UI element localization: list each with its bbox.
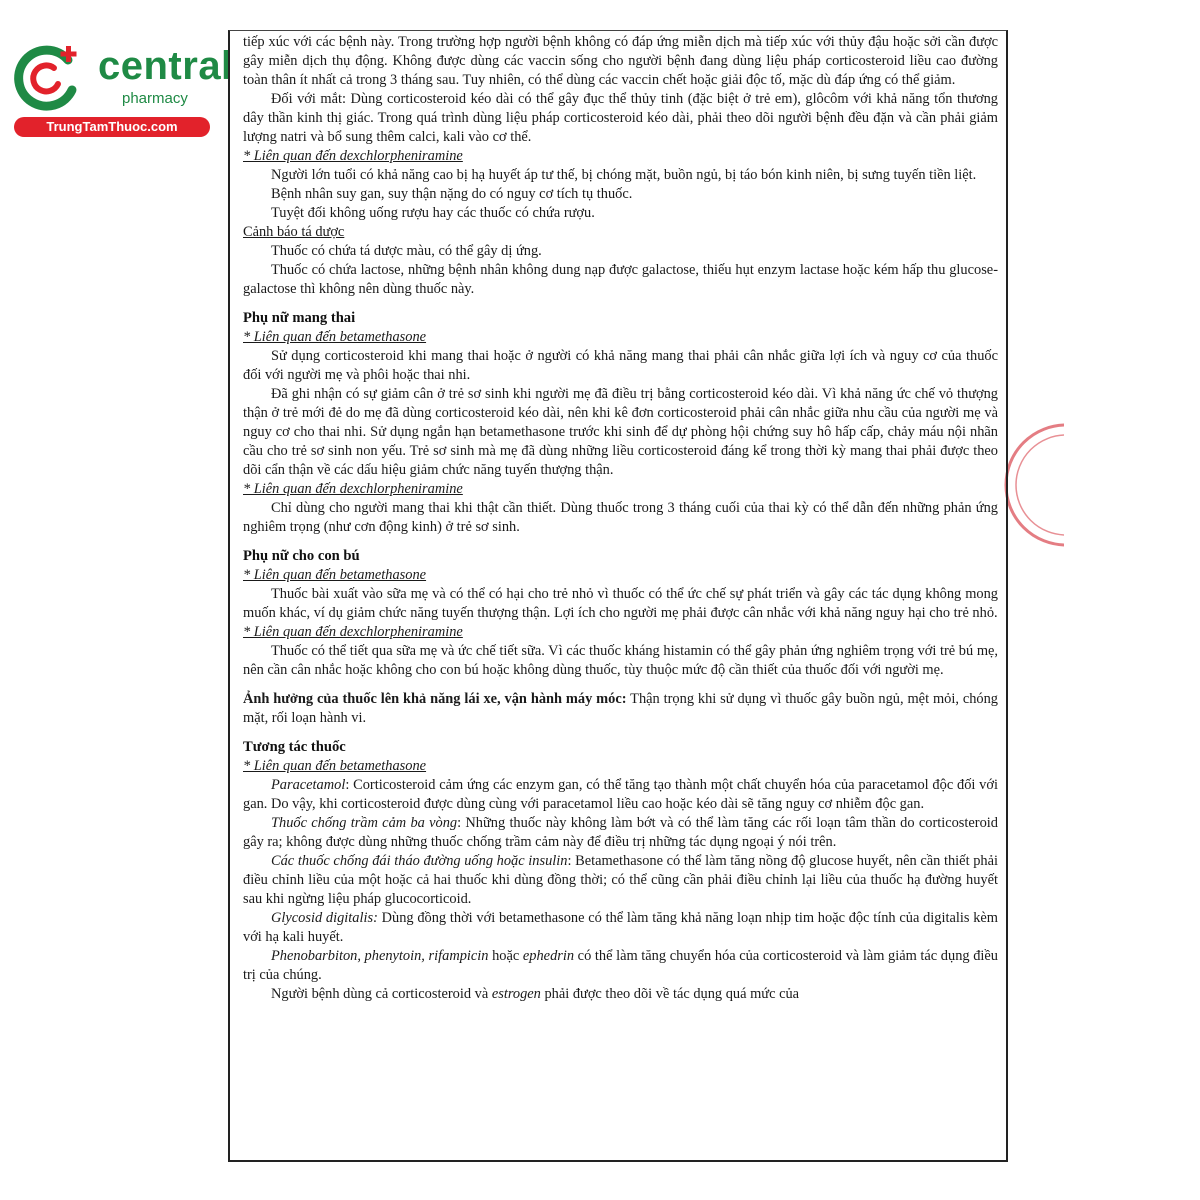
- subheading-dexchlorpheniramine: * Liên quan đến dexchlorpheniramine: [243, 148, 463, 164]
- interaction-text: : Corticosteroid cảm ứng các enzym gan, có thể tăng tạo thành một chất chuyển hóa của paracetamol độc đối với gan. Do vậy, khi corticosteroid được dùng cùng với paracetamol liều cao hoặc kéo dài sẽ tăng nguy cơ nhiễm độc gan.: [243, 777, 998, 812]
- paragraph: Đã ghi nhận có sự giảm cân ở trẻ sơ sinh khi người mẹ đã điều trị bằng corticosteroid kéo dài. Vì khả năng ức chế vỏ thượng thận ở trẻ mới đẻ do mẹ đã dùng corticosteroid kéo dài, nên khi kê đơn corticosteroid phải cân nhắc giữa nhu cầu của người mẹ và nguy cơ cho thai nhi. Sử dụng ngắn hạn betamethasone trước khi sinh để dự phòng hội chứng suy hô hấp cấp, chảy máu nội nhãn cầu cho trẻ sơ sinh non yếu. Trẻ sơ sinh mà mẹ đã dùng những liều corticosteroid đáng kể trong thời kỳ mang thai phải được theo dõi cẩn thận về các dấu hiệu giảm chức năng tuyến thượng thận.: [243, 386, 998, 478]
- interaction-antidiabetic: [243, 852, 998, 909]
- driving-heading: Ảnh hưởng của thuốc lên khả năng lái xe, vận hành máy móc:: [243, 691, 627, 707]
- paragraph: Sử dụng corticosteroid khi mang thai hoặc ở người có khả năng mang thai phải cân nhắc giữa lợi ích và nguy cơ của thuốc đối với người mẹ và phôi hoặc thai nhi.: [243, 348, 998, 383]
- paragraph: Thuốc có chứa lactose, những bệnh nhân không dung nạp được galactose, thiếu hụt enzym lactase hoặc kém hấp thu glucose-galactose thì không nên dùng thuốc này.: [243, 262, 998, 297]
- drug-name: Các thuốc chống đái tháo đường uống hoặc insulin: [271, 853, 568, 869]
- brand-name: central: [98, 44, 233, 88]
- interaction-tricyclic: [243, 814, 998, 852]
- subheading-dexchlorpheniramine: * Liên quan đến dexchlorpheniramine: [243, 624, 463, 640]
- paragraph: tiếp xúc với các bệnh này. Trong trường hợp người bệnh không có đáp ứng miễn dịch mà tiếp xúc với thủy đậu hoặc sởi cần được gây miễn dịch thụ động. Không được dùng các vaccin sống cho người bệnh đang dùng liệu pháp corticosteroid liều cao đường toàn thân ít nhất cả trong 3 tháng sau. Tuy nhiên, có thể dùng các vaccin chết hoặc giải độc tố, mặc dù đáp ứng có thể giảm.: [243, 34, 998, 88]
- paragraph: Đối với mắt: Dùng corticosteroid kéo dài có thể gây đục thể thủy tinh (đặc biệt ở trẻ em), glôcôm với khả năng tổn thương dây thần kinh thị giác. Trong quá trình dùng liệu pháp corticosteroid kéo dài, phải theo dõi người bệnh đều đặn và cần phải giảm lượng natri và bổ sung thêm calci, kali vào cơ thể.: [243, 91, 998, 145]
- drug-name: Paracetamol: [271, 777, 346, 793]
- interaction-text: có thể làm tăng chuyển hóa của corticosteroid và làm giảm tác dụng điều trị của chúng.: [243, 948, 998, 983]
- drug-name: Thuốc chống trầm cảm ba vòng: [271, 815, 458, 831]
- stamp-seal-icon: [1004, 410, 1064, 560]
- central-pharmacy-logo-icon: [10, 38, 92, 120]
- subheading-betamethasone: * Liên quan đến betamethasone: [243, 758, 427, 774]
- drug-name: ephedrin: [522, 948, 575, 964]
- subheading-betamethasone: * Liên quan đến betamethasone: [243, 567, 427, 583]
- interaction-text: hoặc: [488, 948, 523, 964]
- interaction-inducers: [243, 947, 998, 985]
- interaction-text: phải được theo dõi về tác dụng quá mức của: [540, 986, 800, 1002]
- interaction-text: Người bệnh dùng cả corticosteroid và: [271, 986, 492, 1002]
- interaction-estrogen: [243, 985, 998, 1004]
- driving-text: Thận trọng khi sử dụng vì thuốc gây buồn ngủ, mệt mỏi, chóng mặt, rối loạn hành vi.: [243, 691, 998, 726]
- interaction-text: : Betamethasone có thể làm tăng nồng độ glucose huyết, nên cần thiết phải điều chỉnh liều của một hoặc cả hai thuốc khi dùng đồng thời; có thể cũng cần phải điều chỉnh lại liều của thuốc hạ đường huyết sau khi ngừng liệu pháp glucocorticoid.: [243, 853, 998, 907]
- paragraph: Tuyệt đối không uống rượu hay các thuốc có chứa rượu.: [271, 205, 595, 221]
- drug-name: estrogen: [491, 986, 541, 1002]
- subheading-betamethasone: * Liên quan đến betamethasone: [243, 329, 427, 345]
- heading-pregnancy: Phụ nữ mang thai: [243, 310, 356, 326]
- brand-url-badge[interactable]: TrungTamThuoc.com: [14, 117, 210, 137]
- paragraph: Bệnh nhân suy gan, suy thận nặng do có nguy cơ tích tụ thuốc.: [271, 186, 633, 202]
- heading-interactions: Tương tác thuốc: [243, 739, 346, 755]
- paragraph: Thuốc có chứa tá dược màu, có thể gây dị ứng.: [271, 243, 542, 259]
- interaction-paracetamol: [243, 776, 998, 814]
- paragraph-driving: [243, 690, 998, 728]
- brand-logo: [10, 38, 233, 138]
- heading-excipient-warning: Cảnh báo tá dược: [243, 224, 345, 240]
- document-page: [228, 30, 1008, 1162]
- brand-sub: pharmacy: [122, 90, 188, 107]
- paragraph: Thuốc bài xuất vào sữa mẹ và có thể có hại cho trẻ nhỏ vì thuốc có thể ức chế sự phát triển và gây các tác dụng không mong muốn khác, ví dụ giảm chức năng tuyến thượng thận. Lợi ích cho người mẹ phải được cân nhắc với khả năng nguy hại cho trẻ nhỏ.: [243, 586, 998, 621]
- drug-name: Glycosid digitalis:: [271, 910, 378, 926]
- heading-breastfeeding: Phụ nữ cho con bú: [243, 548, 360, 564]
- interaction-text: Dùng đồng thời với betamethasone có thể làm tăng khả năng loạn nhịp tim hoặc độc tính của digitalis kèm với hạ kali huyết.: [243, 910, 998, 945]
- drug-name: Phenobarbiton, phenytoin, rifampicin: [271, 948, 489, 964]
- interaction-digitalis: [243, 909, 998, 947]
- paragraph: Người lớn tuổi có khả năng cao bị hạ huyết áp tư thế, bị chóng mặt, buồn ngủ, bị táo bón kinh niên, bị sưng tuyến tiền liệt.: [271, 167, 977, 183]
- interaction-text: : Những thuốc này không làm bớt và có thể làm tăng các rối loạn tâm thần do corticosteroid gây ra; không được dùng những thuốc chống trầm cảm này để điều trị những tác dụng ngoại ý nói trên.: [243, 815, 998, 850]
- subheading-dexchlorpheniramine: * Liên quan đến dexchlorpheniramine: [243, 481, 463, 497]
- paragraph: Chỉ dùng cho người mang thai khi thật cần thiết. Dùng thuốc trong 3 tháng cuối của thai kỳ có thể dẫn đến những phản ứng nghiêm trọng (như cơn động kinh) ở trẻ sơ sinh.: [243, 500, 998, 535]
- paragraph: Thuốc có thể tiết qua sữa mẹ và ức chế tiết sữa. Vì các thuốc kháng histamin có thể gây phản ứng nghiêm trọng với trẻ bú mẹ, nên cần cân nhắc hoặc không cho con bú hoặc không dùng thuốc, tùy thuộc mức độ cần thiết của thuốc đối với người mẹ.: [243, 643, 998, 678]
